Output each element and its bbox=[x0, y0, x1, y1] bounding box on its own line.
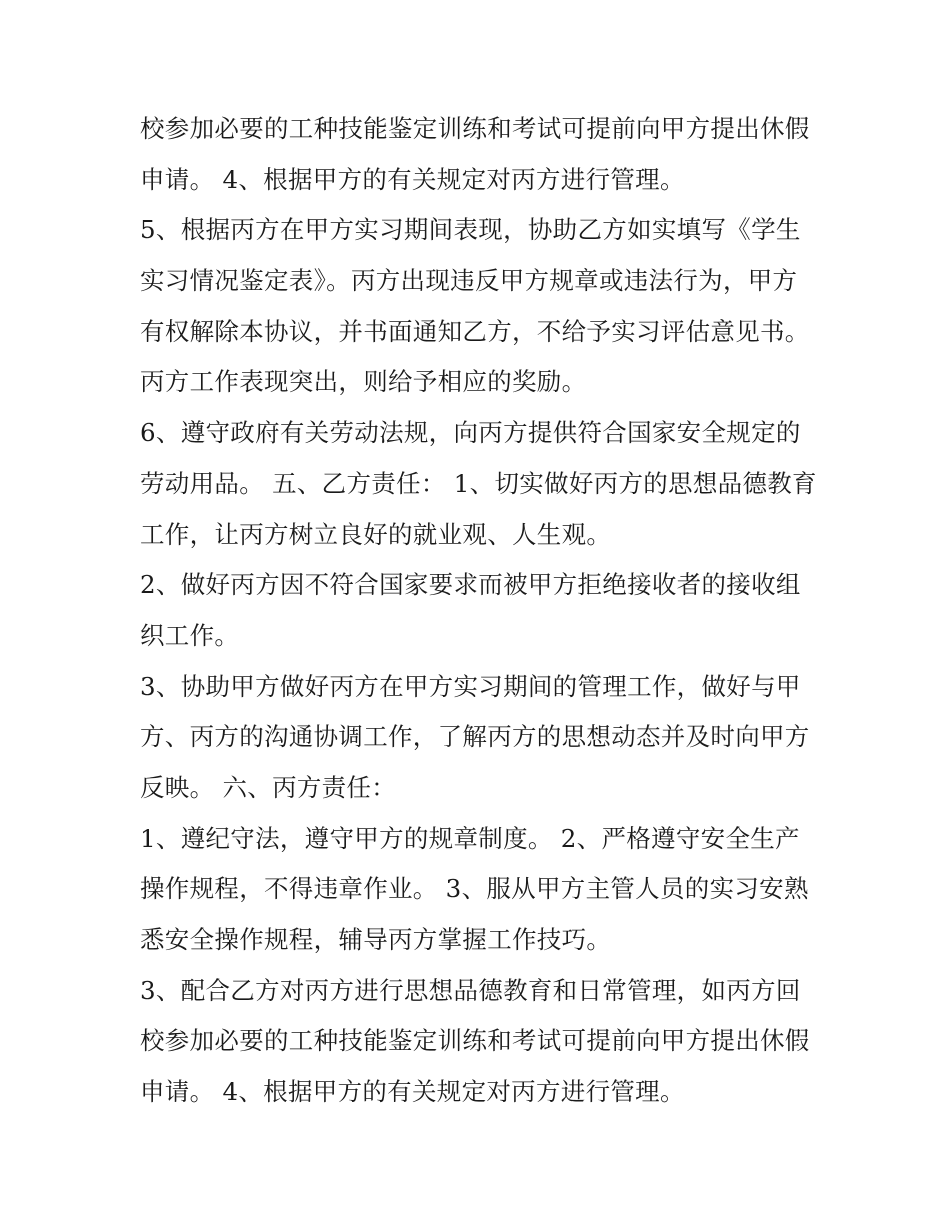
paragraph-4 bbox=[140, 560, 820, 661]
text-line: 2、做好丙方因不符合国家要求而被甲方拒绝接收者的接收组 bbox=[140, 570, 801, 600]
paragraph-2 bbox=[140, 205, 820, 408]
text-line: 织工作。 bbox=[140, 620, 240, 650]
paragraph-5 bbox=[140, 662, 820, 814]
text-line: 劳动用品。 五、乙方责任： 1、切实做好丙方的思想品德教育 bbox=[140, 468, 817, 498]
text-line: 悉安全操作规程，辅导丙方掌握工作技巧。 bbox=[140, 925, 612, 954]
text-line: 申请。 4、根据甲方的有关规定对丙方进行管理。 bbox=[140, 164, 685, 194]
text-line: 3、协助甲方做好丙方在甲方实习期间的管理工作，做好与甲 bbox=[140, 671, 801, 701]
paragraph-6 bbox=[140, 814, 820, 966]
text-line: 操作规程，不得违章作业。 3、服从甲方主管人员的实习安熟 bbox=[140, 874, 809, 904]
text-line: 校参加必要的工种技能鉴定训练和考试可提前向甲方提出休假 bbox=[140, 114, 810, 143]
text-line: 工作，让丙方树立良好的就业观、人生观。 bbox=[140, 519, 612, 549]
text-line: 反映。 六、丙方责任： bbox=[140, 772, 397, 802]
document-body bbox=[140, 104, 820, 1118]
text-line: 方、丙方的沟通协调工作，了解丙方的思想动态并及时向甲方 bbox=[140, 722, 810, 752]
text-line: 1、遵纪守法，遵守甲方的规章制度。 2、严格遵守安全生产 bbox=[140, 823, 800, 853]
paragraph-1 bbox=[140, 104, 820, 205]
text-line: 5、根据丙方在甲方实习期间表现，协助乙方如实填写《学生 bbox=[140, 215, 801, 245]
text-line: 校参加必要的工种技能鉴定训练和考试可提前向甲方提出休假 bbox=[140, 1026, 810, 1056]
paragraph-7 bbox=[140, 966, 820, 1118]
text-line: 实习情况鉴定表》。丙方出现违反甲方规章或违法行为，甲方 bbox=[140, 266, 798, 296]
text-line: 有权解除本协议，并书面通知乙方，不给予实习评估意见书。 bbox=[140, 316, 810, 346]
text-line: 6、遵守政府有关劳动法规，向丙方提供符合国家安全规定的 bbox=[140, 418, 801, 448]
text-line: 3、配合乙方对丙方进行思想品德教育和日常管理，如丙方回 bbox=[140, 975, 801, 1005]
paragraph-3 bbox=[140, 408, 820, 560]
text-line: 申请。 4、根据甲方的有关规定对丙方进行管理。 bbox=[140, 1077, 685, 1107]
text-line: 丙方工作表现突出，则给予相应的奖励。 bbox=[140, 367, 587, 397]
